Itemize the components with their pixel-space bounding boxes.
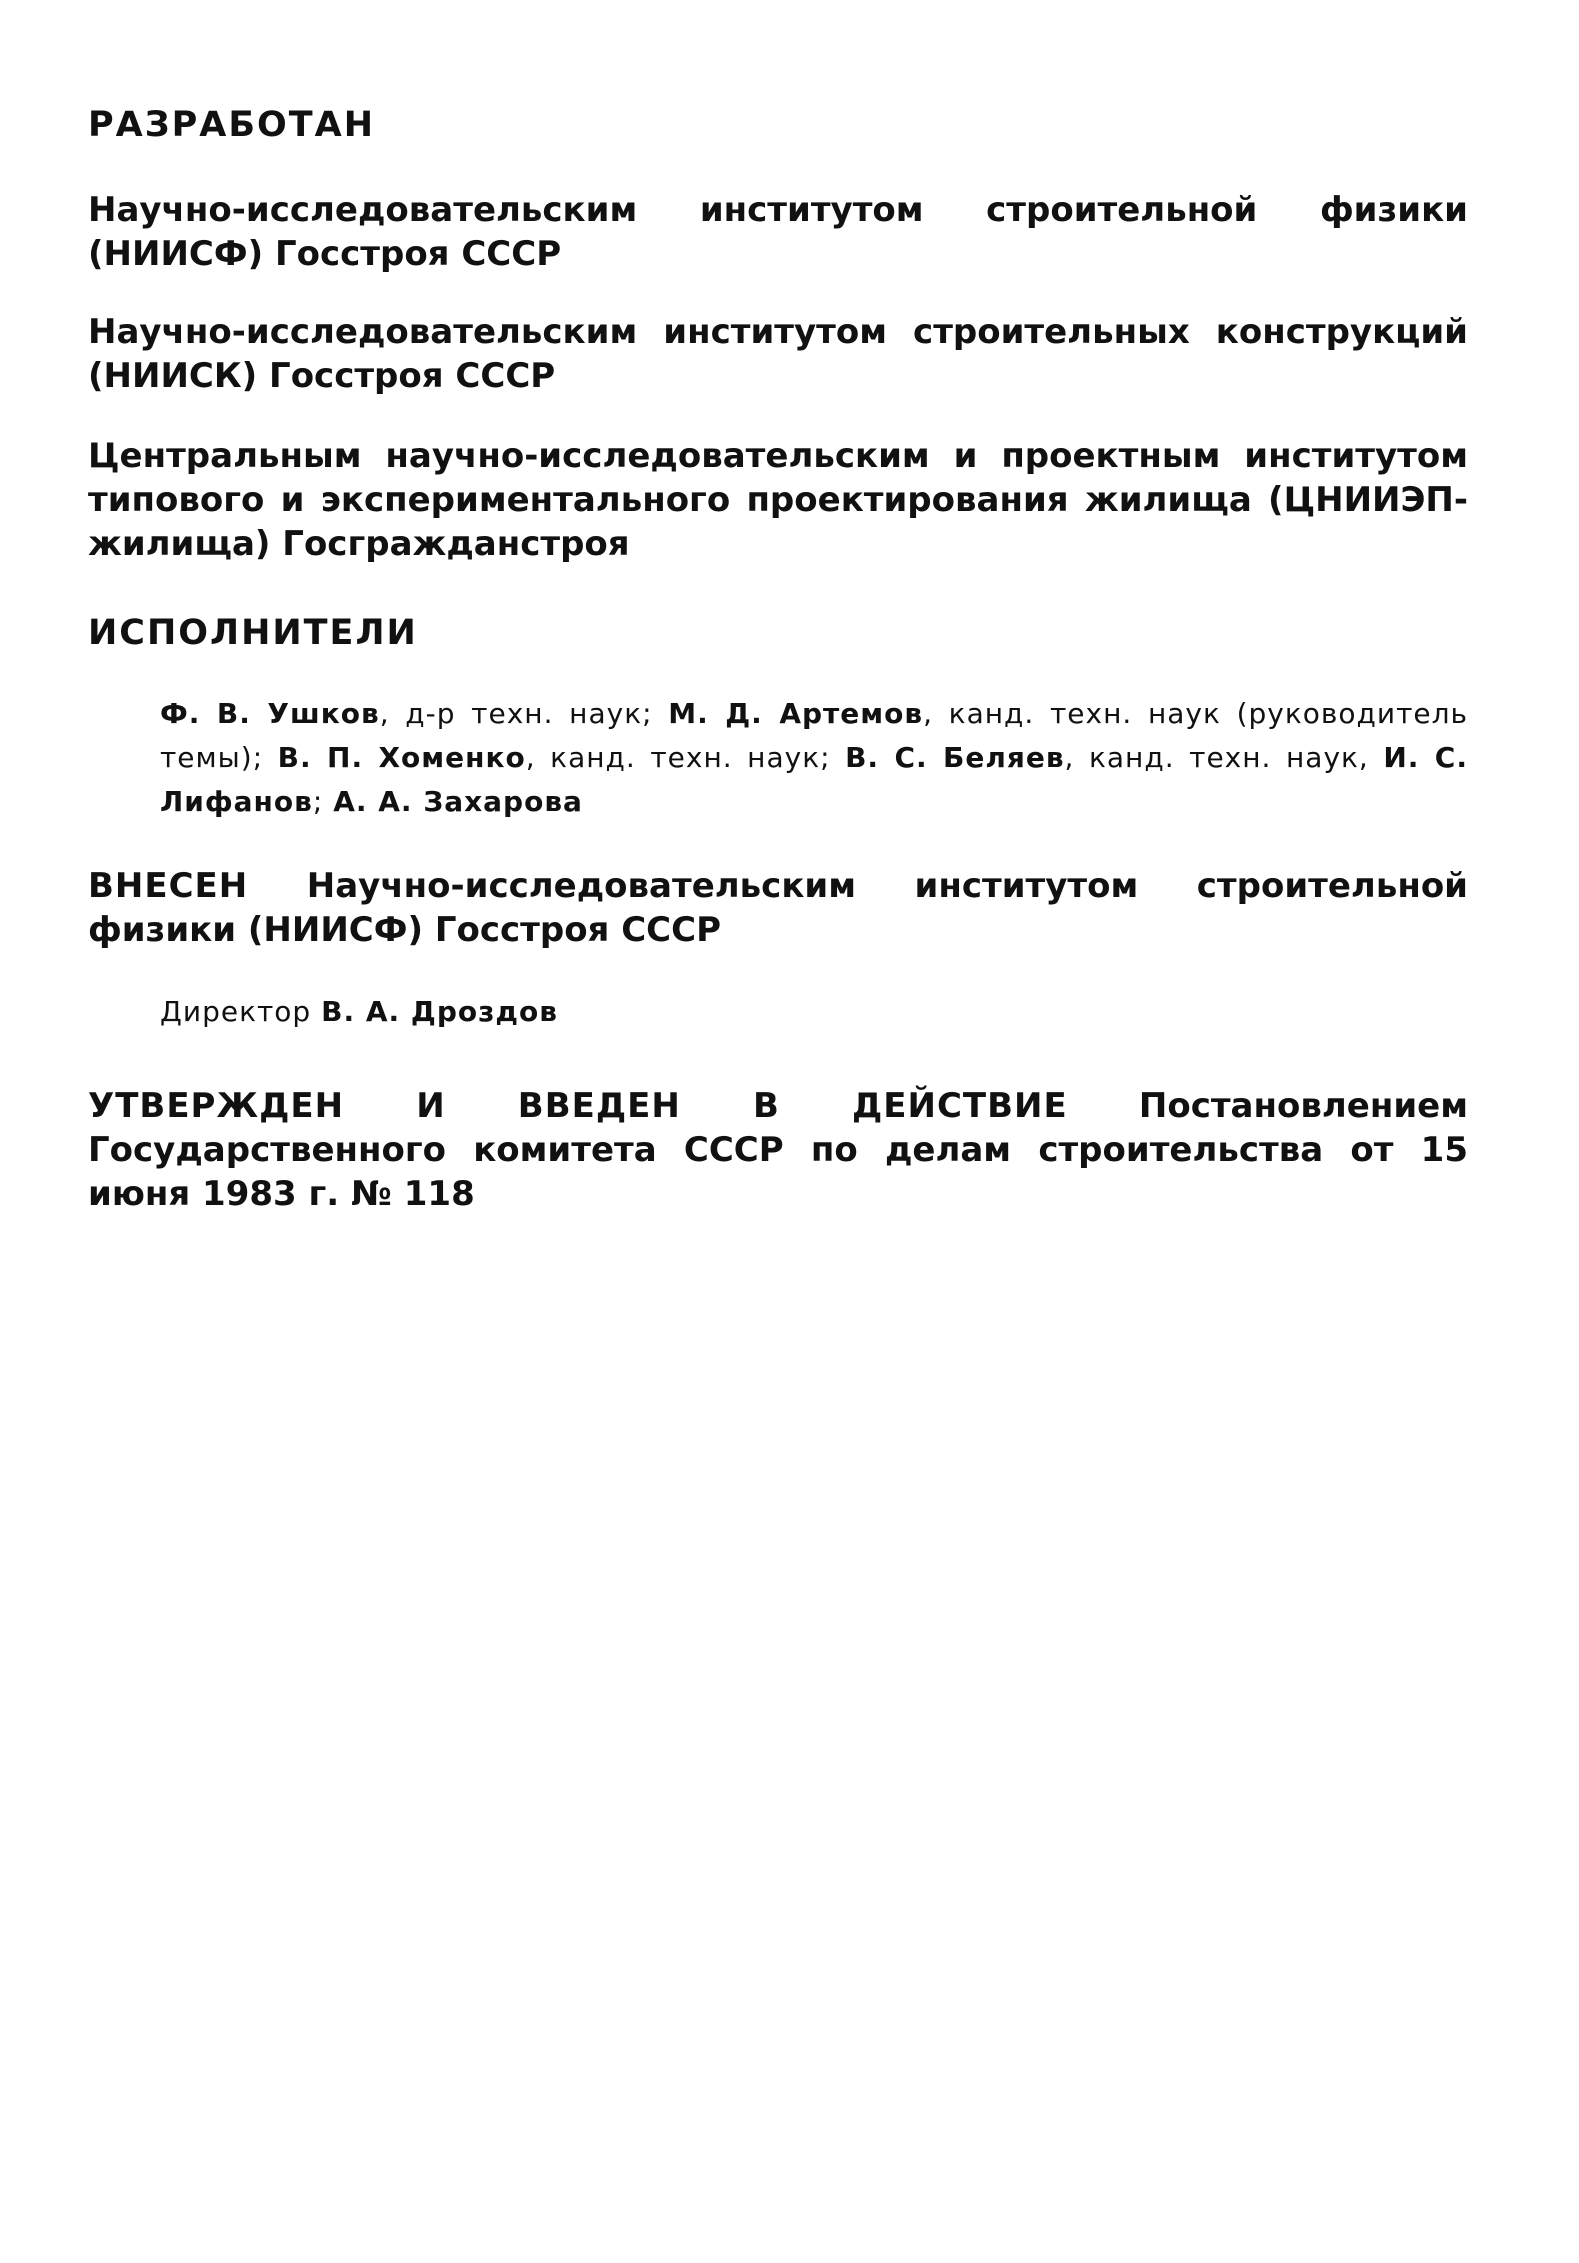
approved-paragraph (88, 1084, 1468, 1216)
executor-name: В. П. Хоменко (277, 741, 526, 774)
institute-niisk: Научно-исследовательским институтом строительных конструкций (НИИСК) Госстроя СССР (88, 312, 1468, 396)
institute-cniiep: Центральным научно-исследовательским и проектным институтом типового и экспериментального проектирования жилища (ЦНИИЭП-жилища) Госгражданстроя (88, 436, 1468, 564)
executor-role: , канд. техн. наук, (1064, 741, 1384, 774)
executor-name: И. С. Лифанов (160, 741, 1468, 818)
executor-role: ; (312, 785, 334, 818)
executor-name: Ф. В. Ушков (160, 697, 380, 730)
executors-list (160, 692, 1468, 824)
executor-role: , канд. техн. наук (руководитель темы); (160, 697, 1469, 774)
developed-heading: РАЗРАБОТАН (88, 105, 376, 145)
executor-role: , д-р техн. наук; (379, 697, 669, 730)
executor-name: А. А. Захарова (333, 785, 583, 818)
director-label: Директор (160, 995, 322, 1028)
approved-text: Постановлением Государственного комитета СССР по делам строительства от 15 июня 1983 г. № 118 (88, 1086, 1468, 1214)
executors-heading: ИСПОЛНИТЕЛИ (88, 613, 418, 653)
submitted-label: ВНЕСЕН (88, 866, 249, 906)
document-page (88, 100, 1468, 1216)
director-line (160, 990, 1468, 1034)
executor-name: М. Д. Артемов (668, 697, 924, 730)
approved-label: УТВЕРЖДЕН И ВВЕДЕН В ДЕЙСТВИЕ (88, 1086, 1068, 1126)
institute-niisf: Научно-исследовательским институтом строительной физики (НИИСФ) Госстроя СССР (88, 190, 1468, 274)
executor-name: В. С. Беляев (845, 741, 1065, 774)
submitted-text: Научно-исследовательским институтом строительной физики (НИИСФ) Госстроя СССР (88, 866, 1468, 950)
executor-role: , канд. техн. наук; (525, 741, 846, 774)
submitted-paragraph (88, 864, 1468, 952)
director-name: В. А. Дроздов (321, 995, 558, 1028)
